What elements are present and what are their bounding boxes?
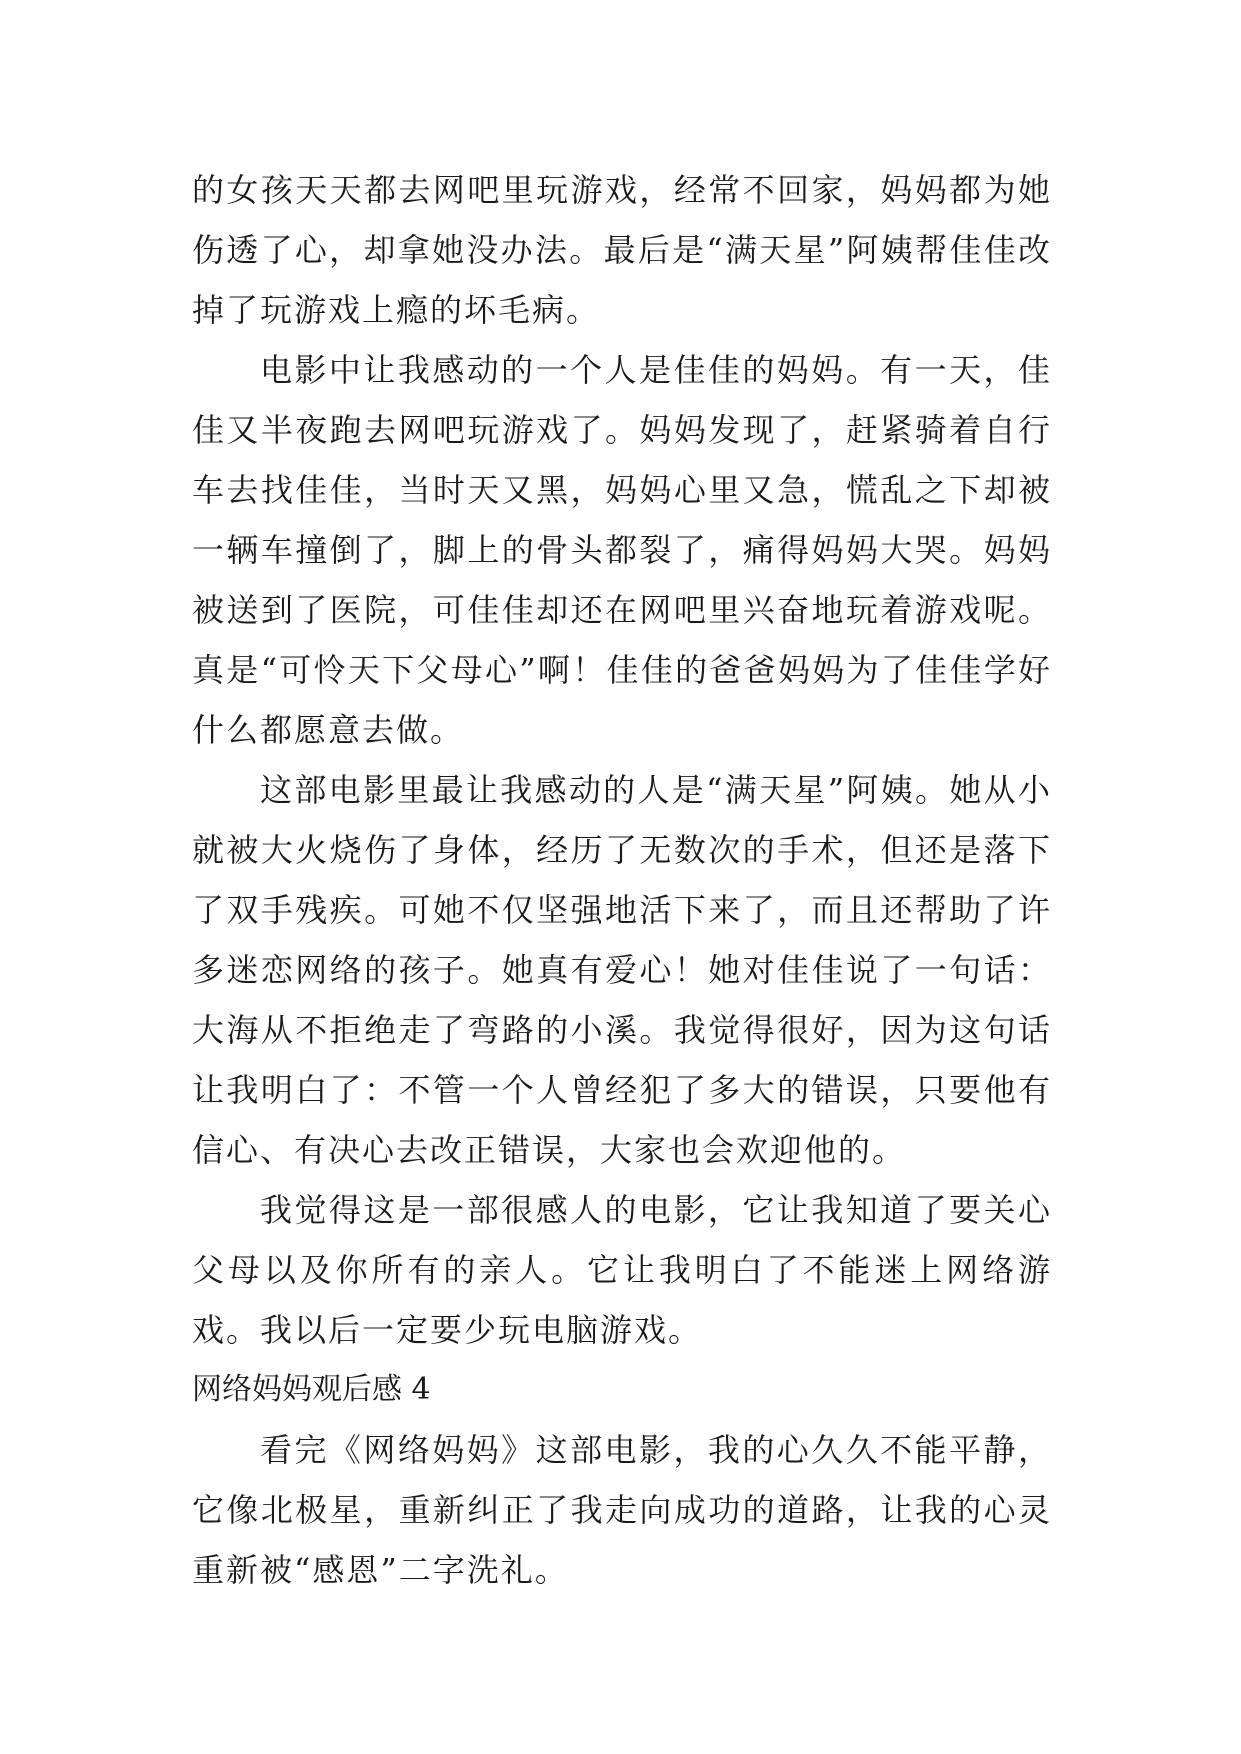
paragraph-3: 这部电影里最让我感动的人是“满天星”阿姨。她从小就被大火烧伤了身体，经历了无数次的手术，但还是落下了双手残疾。可她不仅坚强地活下来了，而且还帮助了许多迷恋网络的孩子。她真有爱心！她对佳佳说了一句话：大海从不拒绝走了弯路的小溪。我觉得很好，因为这句话让我明白了：不管一个人曾经犯了多大的错误，只要他有信心、有决心去改正错误，大家也会欢迎他的。 [192,771,1052,1169]
paragraph-5: 看完《网络妈妈》这部电影，我的心久久不能平静，它像北极星，重新纠正了我走向成功的道路，让我的心灵重新被“感恩”二字洗礼。 [192,1431,1052,1589]
paragraph-4: 我觉得这是一部很感人的电影，它让我知道了要关心父母以及你所有的亲人。它让我明白了不能迷上网络游戏。我以后一定要少玩电脑游戏。 [192,1191,1052,1349]
paragraph-2: 电影中让我感动的一个人是佳佳的妈妈。有一天，佳佳又半夜跑去网吧玩游戏了。妈妈发现了，赶紧骑着自行车去找佳佳，当时天又黑，妈妈心里又急，慌乱之下却被一辆车撞倒了，脚上的骨头都裂了，痛得妈妈大哭。妈妈被送到了医院，可佳佳却还在网吧里兴奋地玩着游戏呢。真是“可怜天下父母心”啊！佳佳的爸爸妈妈为了佳佳学好什么都愿意去做。 [192,351,1052,749]
section-title: 网络妈妈观后感 4 [192,1372,431,1407]
paragraph-1: 的女孩天天都去网吧里玩游戏，经常不回家，妈妈都为她伤透了心，却拿她没办法。最后是“满天星”阿姨帮佳佳改掉了玩游戏上瘾的坏毛病。 [192,171,1052,329]
document-body [192,160,1052,1600]
